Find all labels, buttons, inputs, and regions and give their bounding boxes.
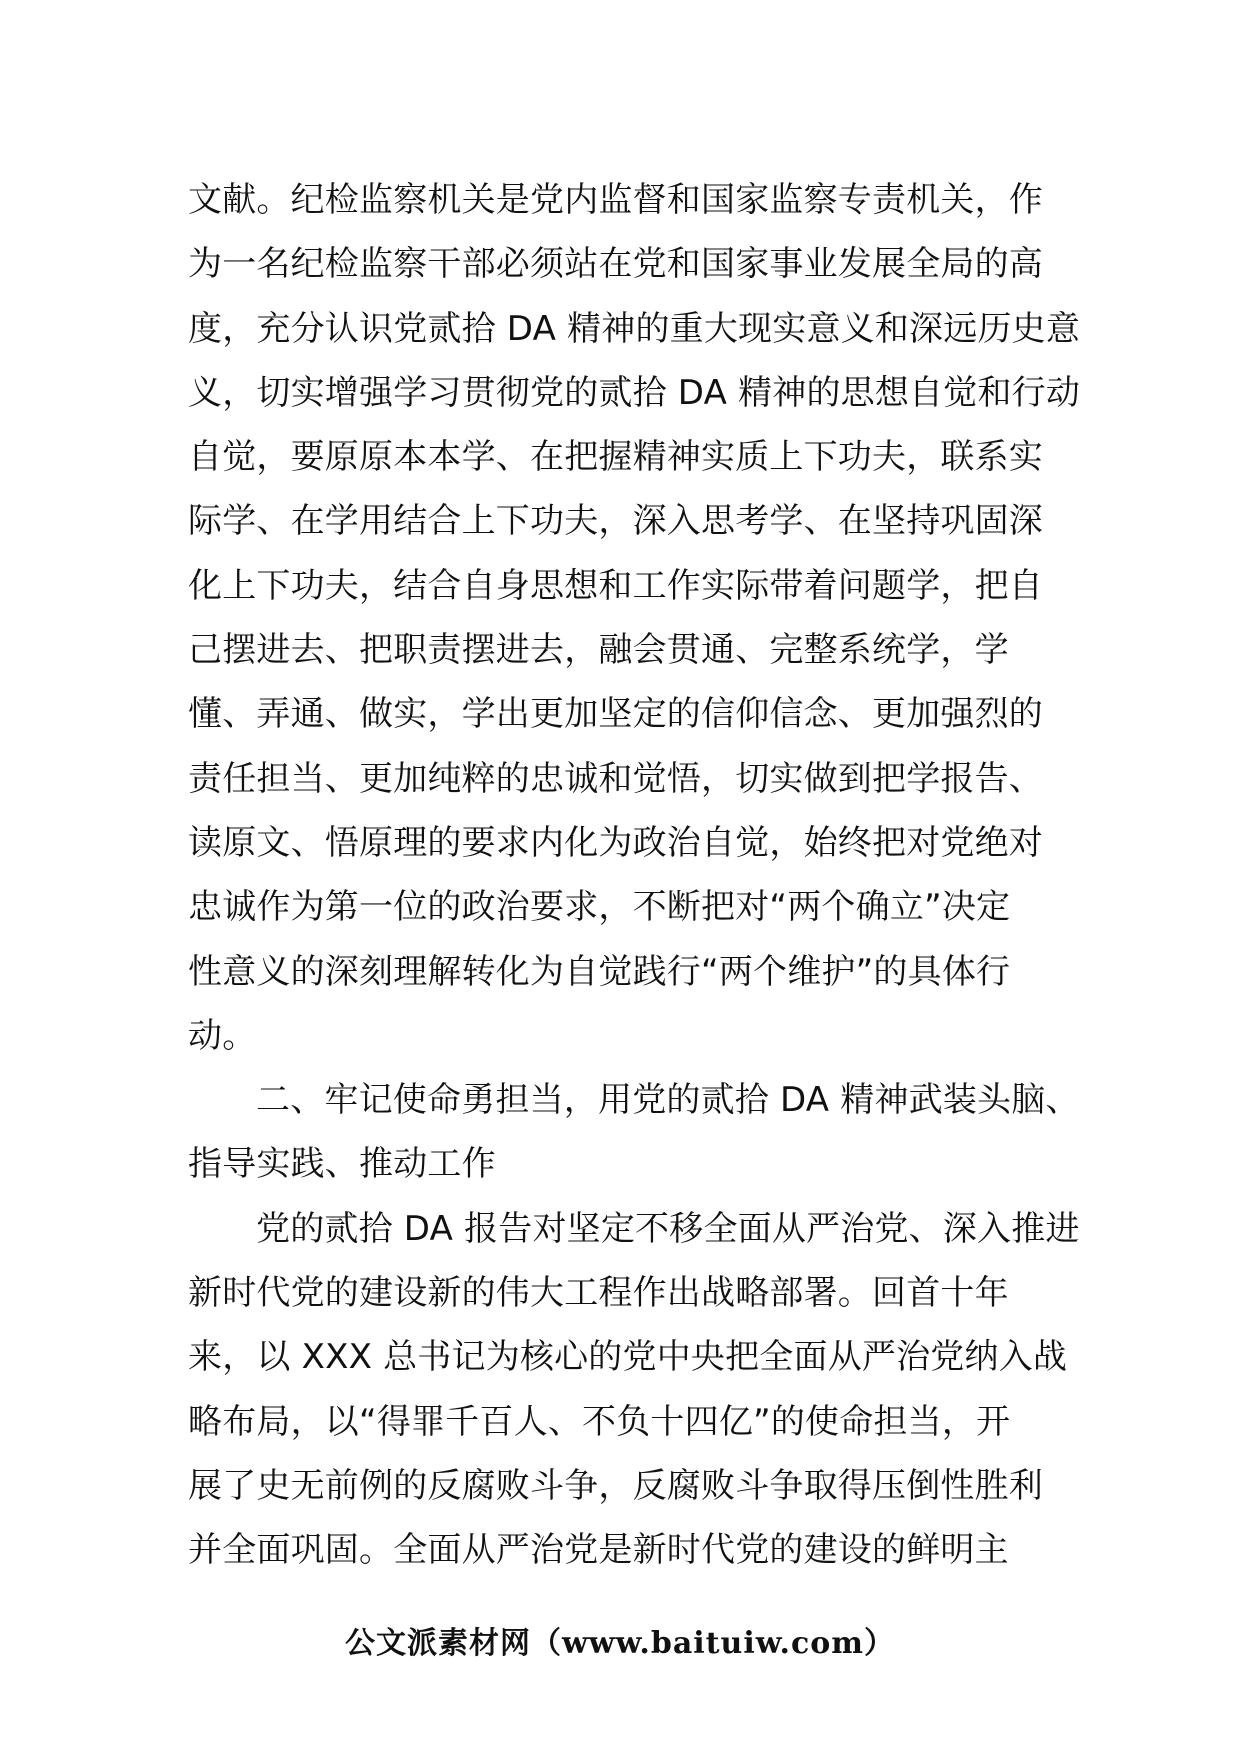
document-body [188,168,1081,1583]
text-line: 性意义的深刻理解转化为自觉践行“两个维护”的具体行 [188,951,1011,992]
text-line: 责任担当、更加纯粹的忠诚和觉悟，切实做到把学报告、 [188,758,1043,799]
text-line: 己摆进去、把职责摆进去，融会贯通、完整系统学，学 [188,630,1009,671]
section-heading-line: 指导实践、推动工作 [188,1144,496,1185]
text-line: 义，切实增强学习贯彻党的贰拾 DA 精神的思想自觉和行动 [188,372,1081,413]
text-line: 来，以 XXX 总书记为核心的党中央把全面从严治党纳入战 [188,1337,1068,1378]
text-line: 懂、弄通、做实，学出更加坚定的信仰信念、更加强烈的 [188,694,1043,735]
text-line: 文献。纪检监察机关是党内监督和国家监察专责机关，作 [188,180,1043,220]
text-line: 忠诚作为第一位的政治要求，不断把对“两个确立”决定 [188,887,1011,928]
text-line: 际学、在学用结合上下功夫，深入思考学、在坚持巩固深 [188,501,1043,542]
paragraph-start-line: 党的贰拾 DA 报告对坚定不移全面从严治党、深入推进 [256,1208,1080,1249]
text-line: 略布局，以“得罪千百人、不负十四亿”的使命担当，开 [188,1401,1011,1442]
text-line: 化上下功夫，结合自身思想和工作实际带着问题学，把自 [188,565,1043,606]
text-line: 新时代党的建设新的伟大工程作出战略部署。回首十年 [188,1273,1009,1314]
footer-watermark: 公文派素材网（www.baituiw.com） [344,1626,896,1661]
text-line: 为一名纪检监察干部必须站在党和国家事业发展全局的高 [188,244,1043,285]
text-line: 动。 [188,1015,257,1056]
text-line: 展了史无前例的反腐败斗争，反腐败斗争取得压倒性胜利 [188,1465,1043,1506]
text-line: 并全面巩固。全面从严治党是新时代党的建设的鲜明主 [188,1530,1009,1571]
text-line: 自觉，要原原本本学、在把握精神实质上下功夫，联系实 [188,437,1043,478]
text-line: 度，充分认识党贰拾 DA 精神的重大现实意义和深远历史意 [188,308,1081,349]
section-heading-line: 二、牢记使命勇担当，用党的贰拾 DA 精神武装头脑、 [256,1080,1080,1121]
text-line: 读原文、悟原理的要求内化为政治自觉，始终把对党绝对 [188,822,1043,863]
